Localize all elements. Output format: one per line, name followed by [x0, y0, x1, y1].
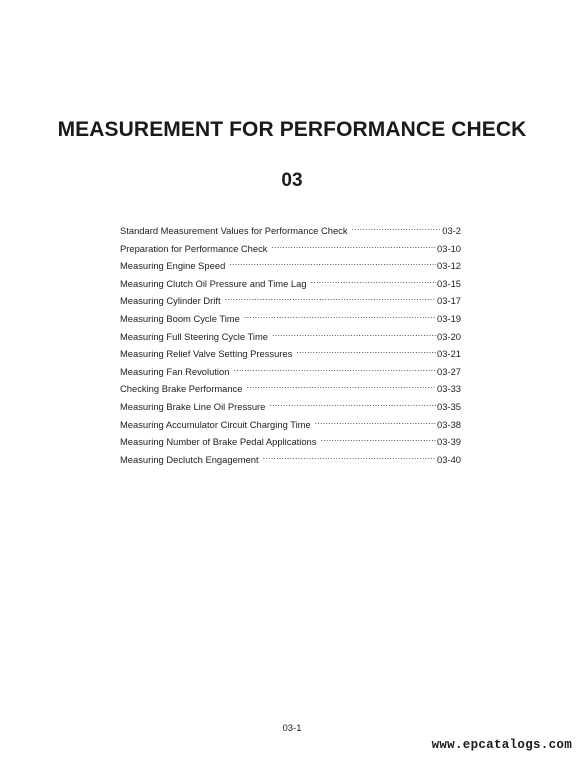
toc-entry-page: 03-17 — [437, 295, 461, 307]
toc-entry-page: 03-38 — [437, 418, 461, 430]
toc-dot-leader — [225, 294, 436, 304]
toc-entry-page: 03-12 — [437, 260, 461, 272]
toc-entry[interactable] — [120, 382, 461, 400]
toc-entry-title: Measuring Clutch Oil Pressure and Time Lag — [120, 277, 307, 289]
toc-entry-title: Measuring Brake Line Oil Pressure — [120, 400, 266, 412]
toc-dot-leader — [320, 435, 436, 445]
toc-dot-leader — [315, 418, 436, 428]
toc-entry-page: 03-2 — [442, 225, 461, 236]
toc-entry[interactable] — [120, 347, 461, 365]
toc-entry-page: 03-33 — [437, 383, 461, 395]
toc-entry-title: Measuring Full Steering Cycle Time — [120, 330, 268, 342]
toc-entry-page: 03-35 — [437, 400, 461, 412]
section-number: 03 — [281, 170, 303, 191]
table-of-contents — [120, 224, 461, 470]
toc-dot-leader — [271, 242, 436, 252]
toc-entry[interactable] — [120, 277, 461, 295]
toc-dot-leader — [272, 330, 436, 340]
toc-dot-leader — [233, 365, 436, 375]
toc-entry-page: 03-20 — [437, 330, 461, 342]
page-title: MEASUREMENT FOR PERFORMANCE CHECK — [57, 118, 527, 141]
toc-entry[interactable] — [120, 330, 461, 348]
watermark: www.epcatalogs.com — [431, 738, 572, 752]
toc-dot-leader — [263, 453, 436, 463]
toc-entry-page: 03-21 — [437, 348, 461, 360]
toc-entry[interactable] — [120, 242, 461, 260]
toc-entry[interactable] — [120, 453, 461, 471]
toc-entry-title: Measuring Engine Speed — [120, 260, 226, 272]
toc-dot-leader — [269, 400, 436, 410]
toc-entry[interactable] — [120, 294, 461, 312]
toc-dot-leader — [246, 382, 436, 392]
toc-dot-leader — [311, 277, 436, 287]
toc-entry-page: 03-27 — [437, 365, 461, 377]
toc-dot-leader — [296, 347, 436, 357]
page-number: 03-1 — [282, 723, 302, 734]
toc-entry-page: 03-19 — [437, 312, 461, 324]
toc-entry-title: Measuring Number of Brake Pedal Applications — [120, 436, 317, 448]
toc-entry-title: Measuring Boom Cycle Time — [120, 312, 240, 324]
toc-entry-page: 03-15 — [437, 277, 461, 289]
toc-dot-leader — [244, 312, 436, 322]
toc-dot-leader — [229, 259, 436, 269]
toc-entry-title: Checking Brake Performance — [120, 383, 243, 395]
toc-entry[interactable] — [120, 224, 461, 242]
toc-entry-title: Measuring Fan Revolution — [120, 365, 230, 377]
toc-dot-leader — [352, 224, 442, 234]
toc-entry[interactable] — [120, 435, 461, 453]
toc-entry[interactable] — [120, 365, 461, 383]
toc-entry-title: Measuring Relief Valve Setting Pressures — [120, 348, 293, 360]
toc-entry-title: Standard Measurement Values for Performance Check — [120, 225, 348, 236]
toc-entry[interactable] — [120, 418, 461, 436]
toc-entry-title: Measuring Cylinder Drift — [120, 295, 221, 307]
toc-entry-title: Measuring Declutch Engagement — [120, 453, 259, 465]
toc-entry[interactable] — [120, 400, 461, 418]
toc-entry[interactable] — [120, 312, 461, 330]
toc-entry-page: 03-39 — [437, 436, 461, 448]
toc-entry-title: Preparation for Performance Check — [120, 242, 268, 254]
toc-entry[interactable] — [120, 259, 461, 277]
toc-entry-page: 03-40 — [437, 453, 461, 465]
toc-entry-page: 03-10 — [437, 242, 461, 254]
toc-entry-title: Measuring Accumulator Circuit Charging Time — [120, 418, 311, 430]
